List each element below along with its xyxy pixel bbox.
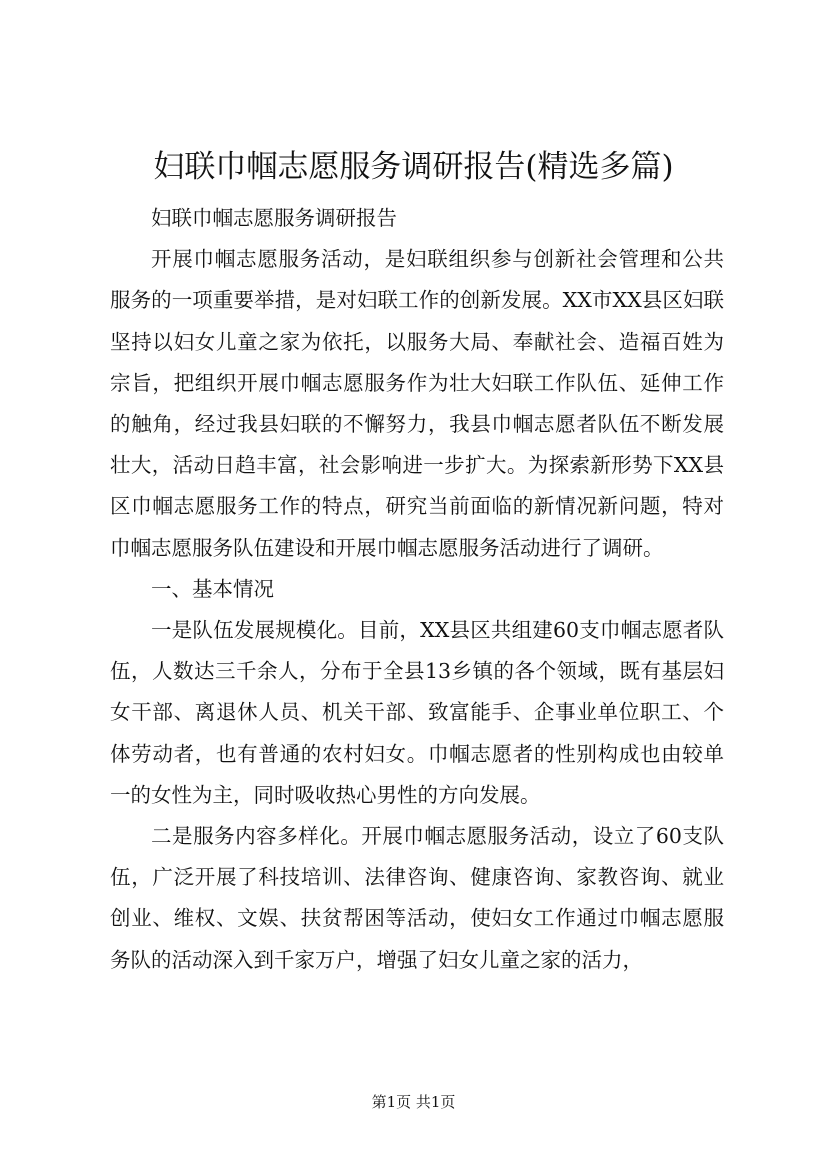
document-body [110,198,724,981]
page-footer: 第1页 共1页 [371,1093,456,1111]
paragraph-intro: 开展巾帼志愿服务活动，是妇联组织参与创新社会管理和公共服务的一项重要举措，是对妇联工作的创新发展。XX市XX县区妇联坚持以妇女儿童之家为依托，以服务大局、奉献社会、造福百姓为宗旨，把组织开展巾帼志愿服务作为壮大妇联工作队伍、延伸工作的触角，经过我县妇联的不懈努力，我县巾帼志愿者队伍不断发展壮大，活动日趋丰富，社会影响进一步扩大。为探索新形势下XX县区巾帼志愿服务工作的特点，研究当前面临的新情况新问题，特对巾帼志愿服务队伍建设和开展巾帼志愿服务活动进行了调研。 [110,247,724,560]
document-title: 妇联巾帼志愿服务调研报告(精选多篇) [153,149,674,185]
paragraph-service-diversity: 二是服务内容多样化。开展巾帼志愿服务活动，设立了60支队伍，广泛开展了科技培训、法律咨询、健康咨询、家教咨询、就业创业、维权、文娱、扶贫帮困等活动，使妇女工作通过巾帼志愿服务队的活动深入到千家万户，增强了妇女儿童之家的活力， [110,824,724,972]
document-subtitle: 妇联巾帼志愿服务调研报告 [151,206,397,230]
section-heading-basic-situation: 一、基本情况 [151,576,274,601]
paragraph-team-scale: 一是队伍发展规模化。目前，XX县区共组建60支巾帼志愿者队伍，人数达三千余人，分布于全县13乡镇的各个领域，既有基层妇女干部、离退休人员、机关干部、致富能手、企事业单位职工、个体劳动者，也有普通的农村妇女。巾帼志愿者的性别构成也由较单一的女性为主，同时吸收热心男性的方向发展。 [110,618,724,807]
